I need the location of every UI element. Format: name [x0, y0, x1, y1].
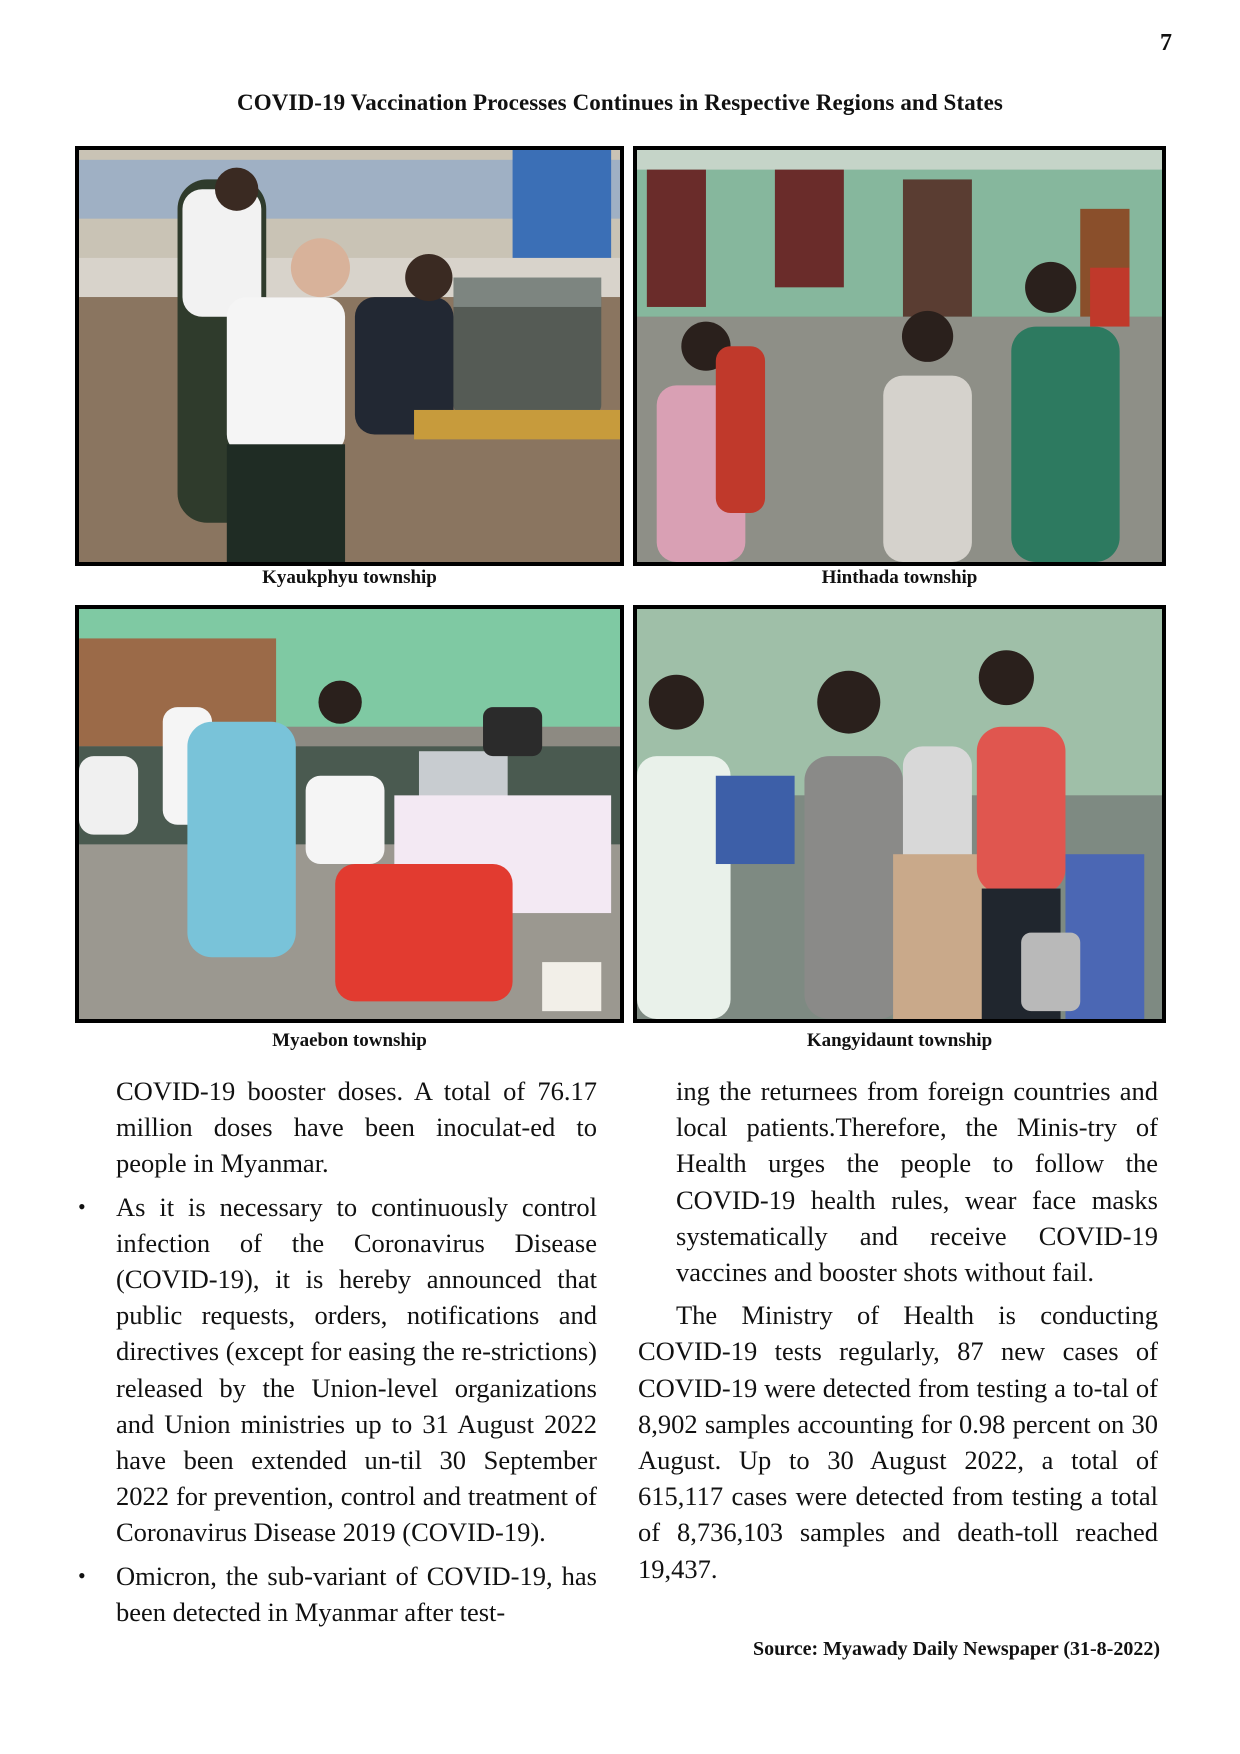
bullet-item [78, 1189, 597, 1551]
photo-hinthada [633, 146, 1166, 566]
page-number: 7 [1160, 30, 1172, 56]
bullet-icon: • [78, 1193, 86, 1219]
bullet-item [78, 1558, 597, 1630]
photo-myaebon [75, 605, 624, 1023]
right-paragraph: The Ministry of Health is conducting COVID-19 tests regularly, 87 new cases of COVID-19 were detected from testing a to-tal of 8,902 samples accounting for 0.98 percent on 30 August. Up to 30 August 2022, a total of 615,117 cases were detected from testing a total of 8,736,103 samples and death-toll reached 19,437. [638, 1300, 1158, 1584]
bullet-text: Omicron, the sub-variant of COVID-19, has been detected in Myanmar after test- [116, 1560, 597, 1627]
caption-hinthada: Hinthada township [821, 567, 978, 588]
photo-kyaukphyu [75, 146, 624, 566]
photo-kyaukphyu-image [79, 150, 620, 562]
left-column [78, 1073, 597, 1630]
right-continuation: ing the returnees from foreign countries and local patients.Therefore, the Minis-try of Health urges the people to follow the COVID-19 health rules, wear face masks systematically and receive COVID-19 vaccines and booster shots without fail. [676, 1076, 1158, 1288]
photo-hinthada-image [637, 150, 1162, 562]
bullet-text: As it is necessary to continuously control infection of the Coronavirus Disease (COVID-19), it is hereby announced that public requests, orders, notifications and directives (except for easing the re-strictions) released by the Union-level organizations and Union ministries up to 31 August 2022 have been extended un-til 30 September 2022 for prevention, control and treatment of Coronavirus Disease 2019 (COVID-19). [116, 1191, 597, 1548]
caption-kangyidaunt: Kangyidaunt township [806, 1030, 993, 1051]
photo-myaebon-image [79, 609, 620, 1019]
source-credit: Source: Myawady Daily Newspaper (31-8-2022) [752, 1638, 1160, 1660]
photo-kangyidaunt [633, 605, 1166, 1023]
bullet-list [78, 1189, 597, 1630]
bullet-icon: • [78, 1562, 86, 1588]
right-column [638, 1073, 1158, 1587]
caption-myaebon: Myaebon township [272, 1030, 427, 1051]
headline: COVID-19 Vaccination Processes Continues in Respective Regions and States [237, 90, 1003, 115]
caption-kyaukphyu: Kyaukphyu township [262, 567, 437, 588]
left-continuation: COVID-19 booster doses. A total of 76.17 million doses have been inoculat-ed to people in Myanmar. [116, 1076, 597, 1179]
photo-kangyidaunt-image [637, 609, 1162, 1019]
